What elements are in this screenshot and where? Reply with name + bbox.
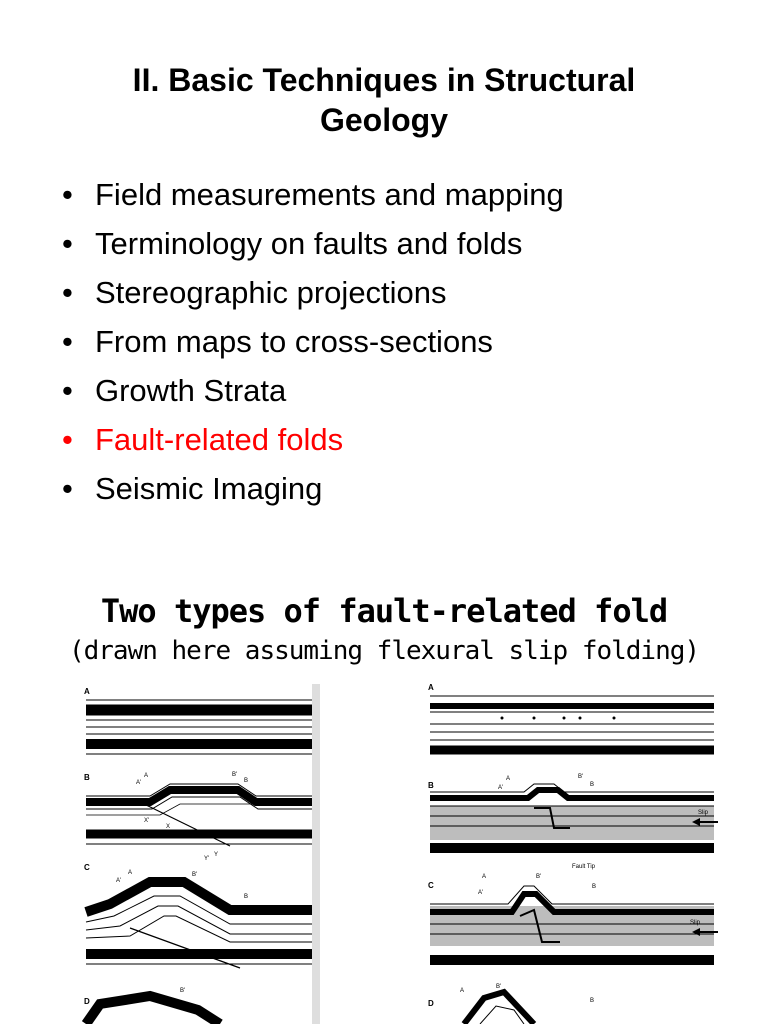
slip-label: Slip [698, 810, 709, 816]
panel-label-d: D [428, 999, 434, 1008]
bullet-text: From maps to cross-sections [95, 324, 493, 359]
bullet-item [62, 268, 564, 317]
point-label-a: A [128, 870, 133, 876]
bullet-icon: • [62, 177, 73, 212]
bullet-icon: • [62, 226, 73, 261]
panel-label-c: C [428, 881, 434, 890]
fault-tip-label: Fault Tip [572, 864, 596, 870]
point-label-b: B [590, 782, 595, 788]
title-line-2: Geology [319, 102, 448, 138]
bullet-text: Terminology on faults and folds [95, 226, 523, 261]
bullet-item [62, 317, 564, 366]
bullet-icon: • [62, 275, 73, 310]
point-label-b-prime: B' [536, 874, 542, 880]
slide-title [0, 60, 768, 140]
bullet-list [62, 170, 564, 513]
panel-label-b: B [428, 781, 434, 790]
point-label-a: A [482, 874, 487, 880]
panel-label-a: A [428, 683, 434, 692]
bullet-item-highlighted [62, 415, 564, 464]
title-line-1: II. Basic Techniques in Structural [132, 62, 636, 98]
bullet-item [62, 464, 564, 513]
bullet-text: Fault-related folds [95, 422, 344, 457]
bullet-icon: • [62, 422, 73, 457]
point-label-b-prime: B' [192, 872, 198, 878]
bullet-text: Field measurements and mapping [95, 177, 564, 212]
point-label-b-prime: B' [496, 984, 502, 990]
point-label-b: B [244, 894, 249, 900]
bullet-icon: • [62, 373, 73, 408]
figure-subheading: (drawn here assuming flexural slip folding) [68, 636, 700, 666]
slip-label: Slip [690, 920, 701, 926]
fault-propagation-fold-figure [424, 680, 720, 1024]
point-label-b: B [592, 884, 597, 890]
point-label-b-prime: B' [578, 774, 584, 780]
point-label-y: Y [214, 852, 219, 858]
bullet-icon: • [62, 324, 73, 359]
point-label-b: B [244, 778, 249, 784]
point-label-b-prime: B' [180, 988, 186, 994]
panel-label-b: B [84, 773, 90, 782]
bullet-item [62, 170, 564, 219]
point-label-x: X [166, 824, 171, 830]
panel-label-a: A [84, 687, 90, 696]
figure-heading: Two types of fault-related fold [100, 592, 668, 630]
point-label-a: A [506, 776, 511, 782]
point-label-a-prime: A' [136, 780, 142, 786]
bullet-icon: • [62, 471, 73, 506]
point-label-b-prime: B' [232, 772, 238, 778]
bullet-text: Stereographic projections [95, 275, 447, 310]
panel-label-c: C [84, 863, 90, 872]
point-label-a: A [460, 988, 465, 994]
panel-label-d: D [84, 997, 90, 1006]
bullet-item [62, 366, 564, 415]
bullet-text: Seismic Imaging [95, 471, 323, 506]
bullet-text: Growth Strata [95, 373, 287, 408]
point-label-a-prime: A' [498, 785, 504, 791]
fault-bend-fold-figure [80, 684, 320, 1024]
point-label-b: B [590, 998, 595, 1004]
point-label-y-prime: Y' [204, 856, 210, 862]
point-label-a: A [144, 773, 149, 779]
point-label-a-prime: A' [116, 878, 122, 884]
point-label-x-prime: X' [144, 818, 150, 824]
bullet-item [62, 219, 564, 268]
point-label-a-prime: A' [478, 890, 484, 896]
